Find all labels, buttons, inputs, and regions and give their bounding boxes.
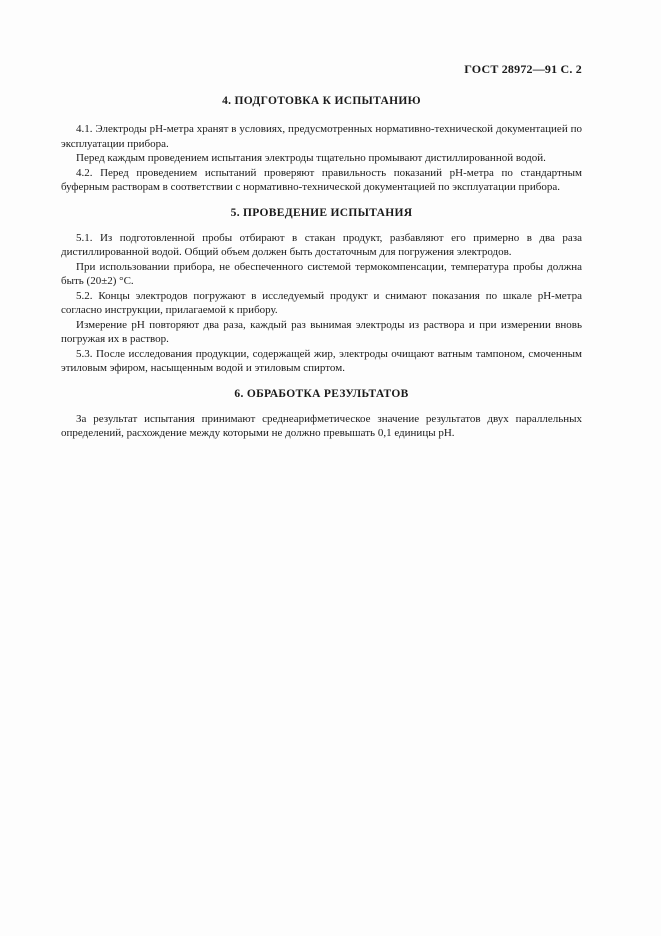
paragraph: 5.1. Из подготовленной пробы отбирают в стакан продукт, разбавляют его примерно в два раза дистиллированной водой. Общий объем должен быть достаточным для погружения электродов.: [61, 231, 582, 258]
paragraph: Измерение pH повторяют два раза, каждый раз вынимая электроды из раствора и при измерении вновь погружая их в раствор.: [61, 318, 582, 345]
section-title: 4. ПОДГОТОВКА К ИСПЫТАНИЮ: [222, 95, 421, 107]
paragraph: 4.2. Перед проведением испытаний проверяют правильность показаний pH-метра по стандартным буферным растворам в соответствии с нормативно-технической документацией по эксплуатации прибора.: [61, 166, 582, 193]
paragraph: Перед каждым проведением испытания электроды тщательно промывают дистиллированной водой.: [76, 152, 546, 164]
section-6: [61, 387, 582, 441]
section-title: 5. ПРОВЕДЕНИЕ ИСПЫТАНИЯ: [230, 206, 413, 219]
section-title: 6. ОБРАБОТКА РЕЗУЛЬТАТОВ: [234, 387, 409, 400]
document-header: ГОСТ 28972—91 С. 2: [464, 62, 582, 76]
paragraph: 5.3. После исследования продукции, содержащей жир, электроды очищают ватным тампоном, смоченным этиловым эфиром, насыщенным водой и этиловым спиртом.: [61, 347, 582, 374]
section-5: [61, 206, 582, 376]
document-body: [61, 94, 582, 441]
section-4: [61, 94, 582, 195]
paragraph: 5.2. Концы электродов погружают в исследуемый продукт и снимают показания по шкале pH-метра согласно инструкции, прилагаемой к прибору.: [61, 289, 582, 316]
paragraph: За результат испытания принимают среднеарифметическое значение результатов двух параллельных определений, расхождение между которыми не должно превышать 0,1 единицы pH.: [61, 412, 582, 439]
paragraph: При использовании прибора, не обеспеченного системой термокомпенсации, температура пробы должна быть (20±2) °С.: [61, 260, 582, 287]
paragraph: 4.1. Электроды pH-метра хранят в условиях, предусмотренных нормативно-технической документацией по эксплуатации прибора.: [61, 123, 582, 150]
